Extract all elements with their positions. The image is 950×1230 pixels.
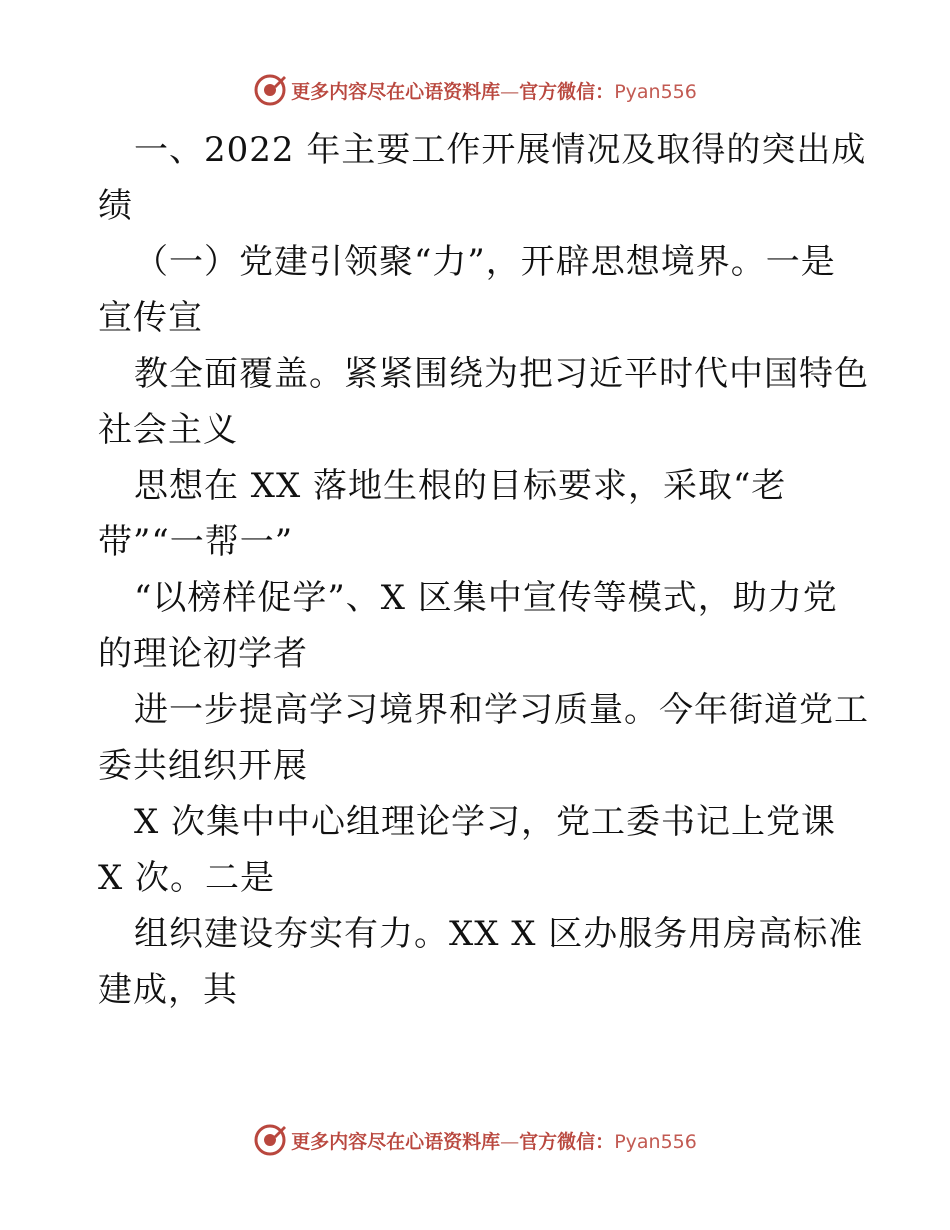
- body-text-line: 思想在 XX 落地生根的目标要求，采取“老: [134, 466, 787, 506]
- pen-logo-icon: [253, 73, 287, 107]
- watermark-text: 更多内容尽在心语资料库—官方微信：Pyan556: [291, 80, 697, 103]
- body-text-line: （一）党建引领聚“力”，开辟思想境界。一是: [134, 242, 836, 282]
- body-text-line: 一、2022 年主要工作开展情况及取得的突出成: [134, 130, 867, 170]
- body-text-line: 的理论初学者: [98, 634, 308, 674]
- body-text-line: X 次集中中心组理论学习，党工委书记上党课: [134, 802, 837, 842]
- pen-logo-icon: [253, 1123, 287, 1157]
- body-text-line: 带”“一帮一”: [98, 522, 294, 562]
- footer-watermark: [0, 1120, 950, 1160]
- body-text-line: 宣传宣: [98, 298, 203, 338]
- header-watermark: [0, 70, 950, 110]
- body-text-line: 建成，其: [98, 970, 238, 1010]
- body-text-line: 委共组织开展: [98, 746, 308, 786]
- body-text-line: 组织建设夯实有力。XX X 区办服务用房高标准: [134, 914, 864, 954]
- document-body: [98, 122, 869, 1018]
- watermark-text: 更多内容尽在心语资料库—官方微信：Pyan556: [291, 1130, 697, 1153]
- body-text-line: X 次。二是: [98, 858, 276, 898]
- body-text-line: 绩: [98, 186, 133, 226]
- body-text-line: 进一步提高学习境界和学习质量。今年街道党工: [134, 690, 869, 730]
- body-text-line: “以榜样促学”、X 区集中宣传等模式，助力党: [134, 578, 838, 618]
- body-text-line: 教全面覆盖。紧紧围绕为把习近平时代中国特色: [134, 354, 869, 394]
- body-text-line: 社会主义: [98, 410, 238, 450]
